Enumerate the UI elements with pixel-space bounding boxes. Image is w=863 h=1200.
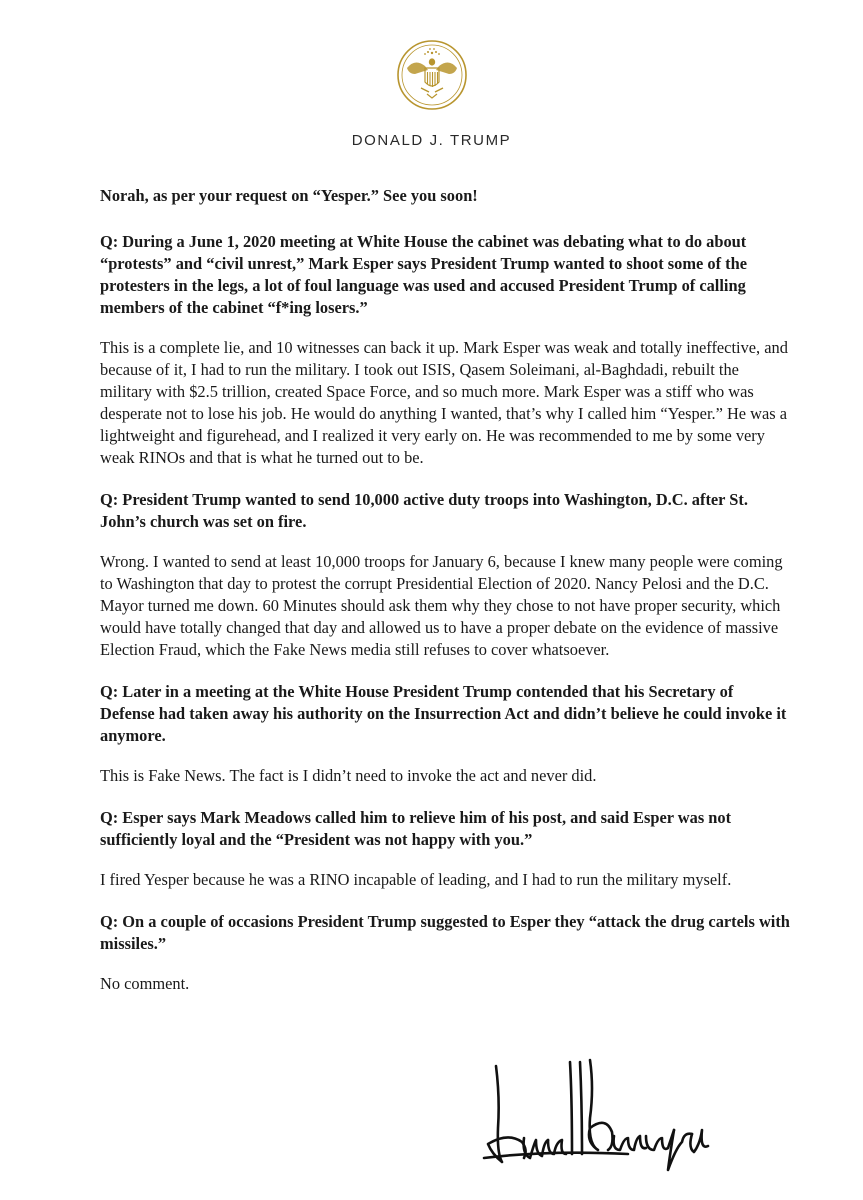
question-1: Q: During a June 1, 2020 meeting at White House the cabinet was debating what to do about “protests” and “civil unrest,” Mark Esper says President Trump wanted to shoot some of the protesters in the legs, a lot of foul language was used and accused President Trump of calling members of the cabinet “f*ing losers.” [100,232,747,317]
signature-icon [478,1058,718,1178]
question-3: Q: Later in a meeting at the White House President Trump contended that his Secretary of Defense had taken away his authority on the Insurrection Act and didn’t believe he could invoke it anymore. [100,682,787,745]
answer-3: This is Fake News. The fact is I didn’t need to invoke the act and never did. [100,766,597,785]
question-2: Q: President Trump wanted to send 10,000 active duty troops into Washington, D.C. after St. John’s church was set on fire. [100,490,748,531]
answer-5: No comment. [100,974,190,993]
letterhead-name: DONALD J. TRUMP [351,132,512,149]
presidential-seal-icon [395,38,469,112]
question-4: Q: Esper says Mark Meadows called him to relieve him of his post, and said Esper was not sufficiently loyal and the “President was not happy with you.” [100,808,732,849]
question-5: Q: On a couple of occasions President Trump suggested to Esper they “attack the drug cartels with missiles.” [100,912,790,953]
letter-body [100,185,790,995]
answer-2: Wrong. I wanted to send at least 10,000 troops for January 6, because I knew many people were coming to Washington that day to protest the corrupt Presidential Election of 2020. Nancy Pelosi and the D.C. Mayor turned me down. 60 Minutes should ask them why they chose to not have proper security, which would have totally changed that day and allowed us to have a proper debate on the evidence of massive Election Fraud, which the Fake News media still refuses to cover whatsoever. [100,552,783,659]
answer-4: I fired Yesper because he was a RINO incapable of leading, and I had to run the military myself. [100,870,732,889]
answer-1: This is a complete lie, and 10 witnesses can back it up. Mark Esper was weak and totally ineffective, and because of it, I had to run the military. I took out ISIS, Qasem Soleimani, al-Baghdadi, rebuilt the military with $2.5 trillion, created Space Force, and so much more. Mark Esper was a stiff who was desperate not to lose his job. He would do anything I wanted, that’s why I called him “Yesper.” He was a lightweight and figurehead, and I realized it very early on. He was recommended to me by some very weak RINOs and that is what he turned out to be. [100,338,788,467]
greeting: Norah, as per your request on “Yesper.” See you soon! [100,186,478,205]
